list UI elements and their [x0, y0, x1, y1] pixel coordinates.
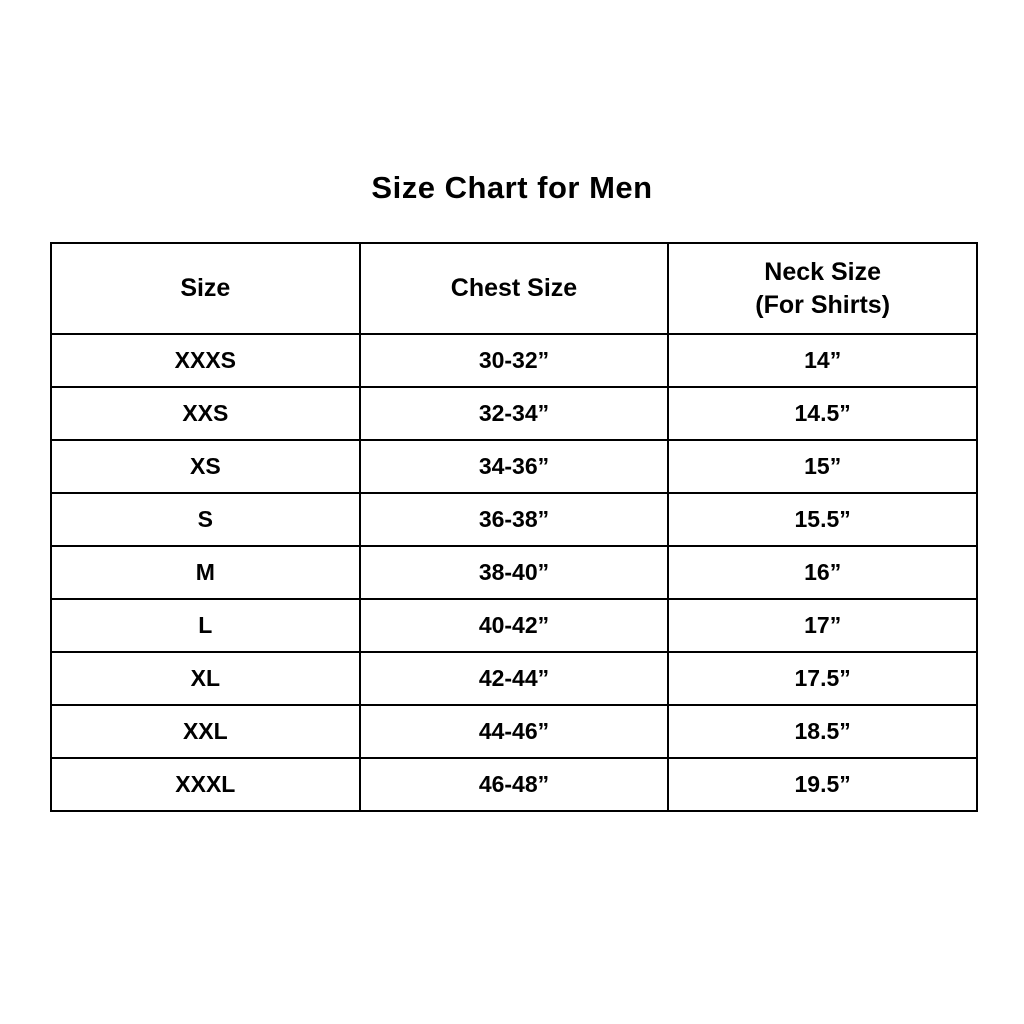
neck-cell: 18.5” [668, 705, 977, 758]
chest-cell: 40-42” [360, 599, 669, 652]
size-cell: XL [51, 652, 360, 705]
table-row [51, 546, 977, 599]
neck-cell: 17.5” [668, 652, 977, 705]
chest-cell: 36-38” [360, 493, 669, 546]
neck-cell: 15” [668, 440, 977, 493]
chest-cell: 42-44” [360, 652, 669, 705]
table-row [51, 387, 977, 440]
column-header-neck-size-line1: Neck Size [764, 258, 882, 286]
neck-cell: 19.5” [668, 758, 977, 811]
size-cell: XXS [51, 387, 360, 440]
table-row [51, 652, 977, 705]
size-cell: XXXS [51, 334, 360, 387]
column-header-chest-size: Chest Size [360, 243, 669, 334]
chest-cell: 34-36” [360, 440, 669, 493]
table-row [51, 599, 977, 652]
chest-cell: 38-40” [360, 546, 669, 599]
neck-cell: 14.5” [668, 387, 977, 440]
size-cell: XS [51, 440, 360, 493]
chest-cell: 32-34” [360, 387, 669, 440]
neck-cell: 15.5” [668, 493, 977, 546]
page-title: Size Chart for Men [371, 170, 653, 205]
table-row [51, 758, 977, 811]
column-header-neck-size [668, 243, 977, 334]
neck-cell: 17” [668, 599, 977, 652]
neck-cell: 14” [668, 334, 977, 387]
size-cell: XXL [51, 705, 360, 758]
table-row [51, 440, 977, 493]
size-cell: L [51, 599, 360, 652]
size-cell: XXXL [51, 758, 360, 811]
table-row [51, 334, 977, 387]
neck-cell: 16” [668, 546, 977, 599]
table-row [51, 493, 977, 546]
column-header-size: Size [51, 243, 360, 334]
chest-cell: 30-32” [360, 334, 669, 387]
column-header-neck-size-line2: (For Shirts) [755, 290, 891, 319]
size-cell: S [51, 493, 360, 546]
table-row [51, 705, 977, 758]
table-header [51, 243, 977, 334]
table-body [51, 334, 977, 811]
size-chart-table [50, 242, 978, 812]
table-header-row [51, 243, 977, 334]
chest-cell: 44-46” [360, 705, 669, 758]
chest-cell: 46-48” [360, 758, 669, 811]
size-cell: M [51, 546, 360, 599]
